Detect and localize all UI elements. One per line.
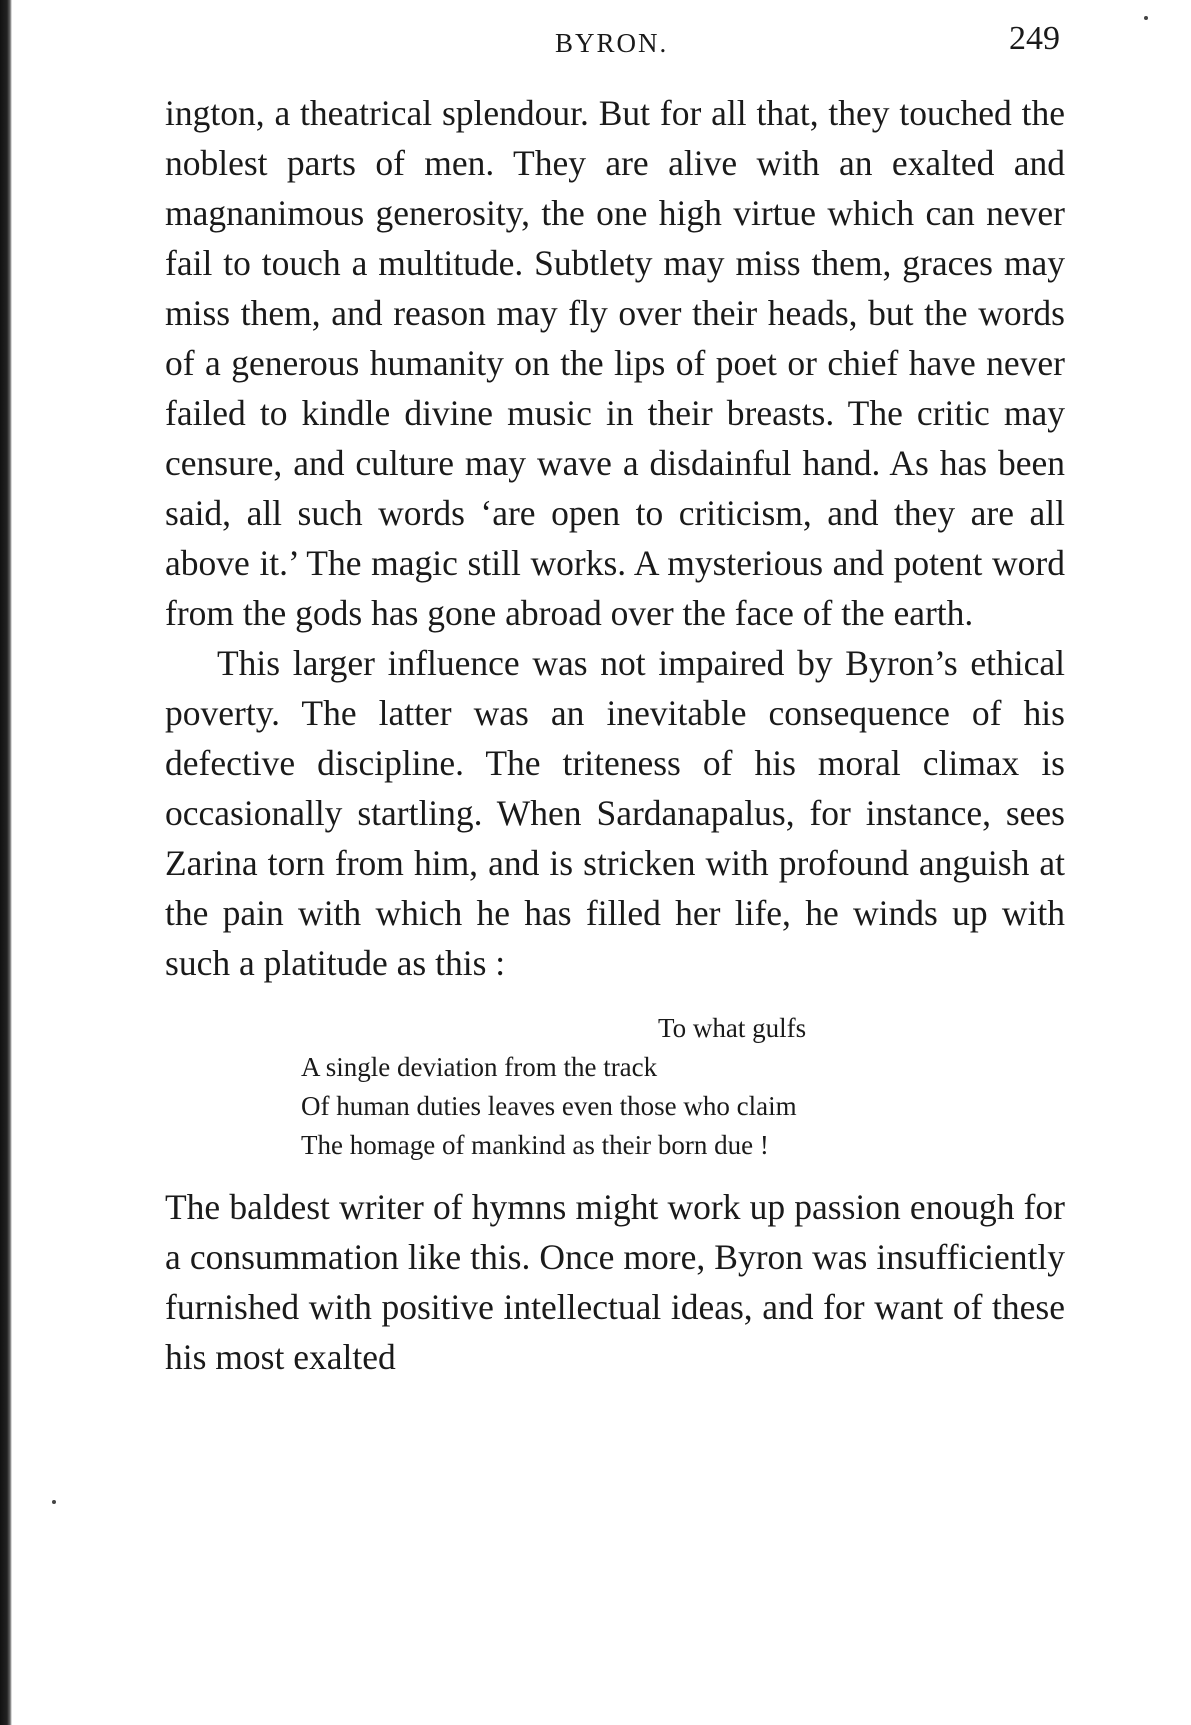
print-speck (52, 1500, 56, 1504)
binding-edge (0, 0, 12, 1725)
paragraph-1: ington, a theatrical splendour. But for all that, they touched the noblest parts of men. They are alive with an exalted and magnanimous generosity, the one high virtue which can never fail to touch a multitude. Subtlety may miss them, graces may miss them, and reason may fly over their heads, but the words of a generous humanity on the lips of poet or chief have never failed to kindle divine music in their breasts. The critic may censure, and culture may wave a disdainful hand. As has been said, all such words ‘are open to criticism, and they are all above it.’ The magic still works. A mysterious and potent word from the gods has gone abroad over the face of the earth. (165, 93, 1065, 633)
running-head: BYRON. (555, 28, 669, 58)
verse-line-1: To what gulfs (658, 1013, 807, 1043)
page-number: 249 (1009, 20, 1060, 57)
page-header (165, 20, 1065, 70)
verse-quotation (165, 1009, 1065, 1165)
body-text (165, 88, 1065, 1382)
paragraph-2: This larger influence was not impaired by Byron’s ethical poverty. The latter was an inevitable consequence of his defective discipline. The triteness of his moral climax is occasionally startling. When Sardanapalus, for instance, sees Zarina torn from him, and is stricken with profound anguish at the pain with which he has filled her life, he winds up with such a platitude as this : (165, 643, 1065, 983)
print-speck (1144, 16, 1148, 20)
verse-line-4: The homage of mankind as their born due ! (301, 1130, 769, 1160)
verse-line-2: A single deviation from the track (301, 1052, 658, 1082)
verse-line-3: Of human duties leaves even those who claim (301, 1091, 797, 1121)
paragraph-3: The baldest writer of hymns might work up passion enough for a consummation like this. Once more, Byron was insufficiently furnished with positive intellectual ideas, and for want of these his most exalted (165, 1187, 1065, 1377)
